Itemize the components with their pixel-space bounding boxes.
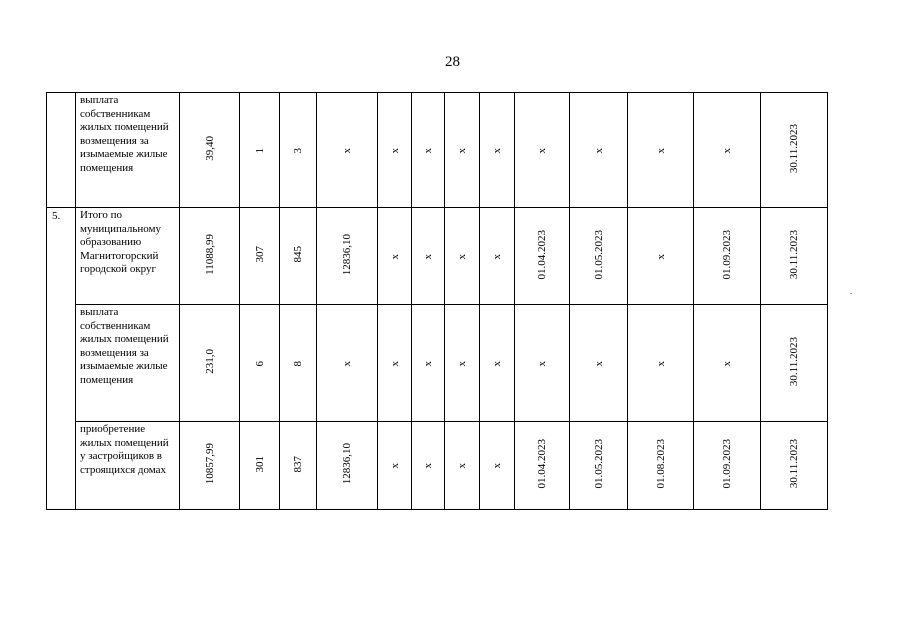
table-body [47, 93, 828, 510]
value-text: x [388, 360, 401, 366]
value-cell [280, 422, 317, 510]
value-text: x [491, 463, 503, 469]
value-text: 6 [253, 360, 266, 366]
page-number: 28 [445, 54, 460, 70]
value-cell [480, 208, 515, 305]
value-text: x [341, 147, 353, 153]
value-cell [445, 305, 480, 422]
value-cell [570, 422, 628, 510]
value-cell [761, 93, 828, 208]
value-cell [515, 208, 570, 305]
value-cell [515, 422, 570, 510]
value-text: x [422, 360, 434, 366]
value-text: 30.11.2023 [788, 229, 800, 280]
value-cell [240, 305, 280, 422]
value-text: 231,0 [203, 349, 216, 374]
value-cell [761, 305, 828, 422]
value-cell [480, 305, 515, 422]
value-text: 39,40 [203, 136, 216, 161]
value-text: 1 [253, 147, 266, 153]
value-text: 8 [292, 360, 304, 366]
value-text: x [536, 360, 548, 366]
row-name-cell: выплата собственникам жилых помещений возмещения за изымаемые жилые помещения [76, 305, 180, 422]
value-text: x [456, 147, 468, 153]
value-cell [570, 305, 628, 422]
value-cell [412, 93, 445, 208]
row-name-cell: приобретение жилых помещений у застройщиков в строящихся домах [76, 422, 180, 510]
value-text: x [721, 147, 733, 153]
value-cell [628, 93, 694, 208]
value-cell [280, 305, 317, 422]
value-cell [445, 93, 480, 208]
value-text: 12836,10 [341, 443, 353, 485]
value-text: 10857,99 [203, 443, 216, 485]
value-text: x [592, 360, 605, 366]
value-text: x [422, 147, 434, 153]
table-row [47, 422, 828, 510]
table-row [47, 208, 828, 305]
value-text: x [536, 147, 548, 153]
value-cell [240, 208, 280, 305]
value-cell [445, 208, 480, 305]
value-text: x [654, 147, 667, 153]
value-text: x [721, 360, 733, 366]
value-cell [480, 422, 515, 510]
value-cell [180, 208, 240, 305]
value-text: x [388, 253, 401, 259]
value-cell [317, 422, 378, 510]
value-text: 30.11.2023 [788, 336, 800, 387]
value-cell [180, 422, 240, 510]
row-number-cell [47, 93, 76, 208]
value-text: 01.09.2023 [721, 229, 733, 280]
row-name-cell: Итого по муниципальному образованию Магнитогорский городской округ [76, 208, 180, 305]
value-cell [317, 93, 378, 208]
value-text: x [388, 463, 401, 469]
value-text: 01.04.2023 [536, 229, 548, 280]
table-row [47, 93, 828, 208]
scan-speck [850, 293, 852, 294]
value-text: 01.08.2023 [654, 439, 667, 489]
value-cell [515, 93, 570, 208]
value-cell [240, 422, 280, 510]
value-cell [628, 422, 694, 510]
value-text: 30.11.2023 [788, 439, 800, 489]
value-cell [317, 208, 378, 305]
value-cell [378, 93, 412, 208]
value-cell [761, 208, 828, 305]
value-text: x [654, 253, 667, 259]
value-cell [694, 422, 761, 510]
value-cell [317, 305, 378, 422]
value-text: x [592, 147, 605, 153]
value-text: x [422, 253, 434, 259]
value-text: 01.05.2023 [592, 229, 605, 280]
value-text: 01.09.2023 [721, 439, 733, 489]
value-cell [694, 305, 761, 422]
value-cell [570, 93, 628, 208]
value-text: 845 [292, 246, 304, 263]
value-text: 837 [292, 455, 304, 473]
row-number-cell: 5. [47, 208, 76, 510]
value-cell [480, 93, 515, 208]
value-text: x [341, 360, 353, 366]
value-text: x [388, 147, 401, 153]
value-text: x [491, 360, 503, 366]
value-text: 3 [292, 147, 304, 153]
value-cell [412, 422, 445, 510]
row-name-cell: выплата собственникам жилых помещений возмещения за изымаемые жилые помещения [76, 93, 180, 208]
value-cell [445, 422, 480, 510]
value-cell [412, 305, 445, 422]
value-text: 301 [253, 455, 266, 473]
table-row [47, 305, 828, 422]
value-text: x [422, 463, 434, 469]
value-cell [761, 422, 828, 510]
value-cell [694, 208, 761, 305]
value-text: x [456, 253, 468, 259]
value-cell [378, 305, 412, 422]
value-text: 01.04.2023 [536, 439, 548, 489]
value-cell [412, 208, 445, 305]
value-cell [694, 93, 761, 208]
value-cell [515, 305, 570, 422]
value-cell [180, 93, 240, 208]
value-text: 307 [253, 246, 266, 263]
data-table [46, 92, 828, 510]
value-cell [180, 305, 240, 422]
value-text: 30.11.2023 [788, 123, 800, 174]
value-text: x [654, 360, 667, 366]
value-cell [280, 93, 317, 208]
value-text: 12836,10 [341, 233, 353, 276]
value-text: 11088,99 [203, 234, 216, 275]
value-cell [280, 208, 317, 305]
value-text: 01.05.2023 [592, 439, 605, 489]
value-text: x [491, 147, 503, 153]
value-text: x [456, 360, 468, 366]
value-text: x [491, 253, 503, 259]
value-cell [628, 305, 694, 422]
value-cell [628, 208, 694, 305]
value-cell [570, 208, 628, 305]
value-text: x [456, 463, 468, 469]
value-cell [378, 208, 412, 305]
value-cell [240, 93, 280, 208]
value-cell [378, 422, 412, 510]
